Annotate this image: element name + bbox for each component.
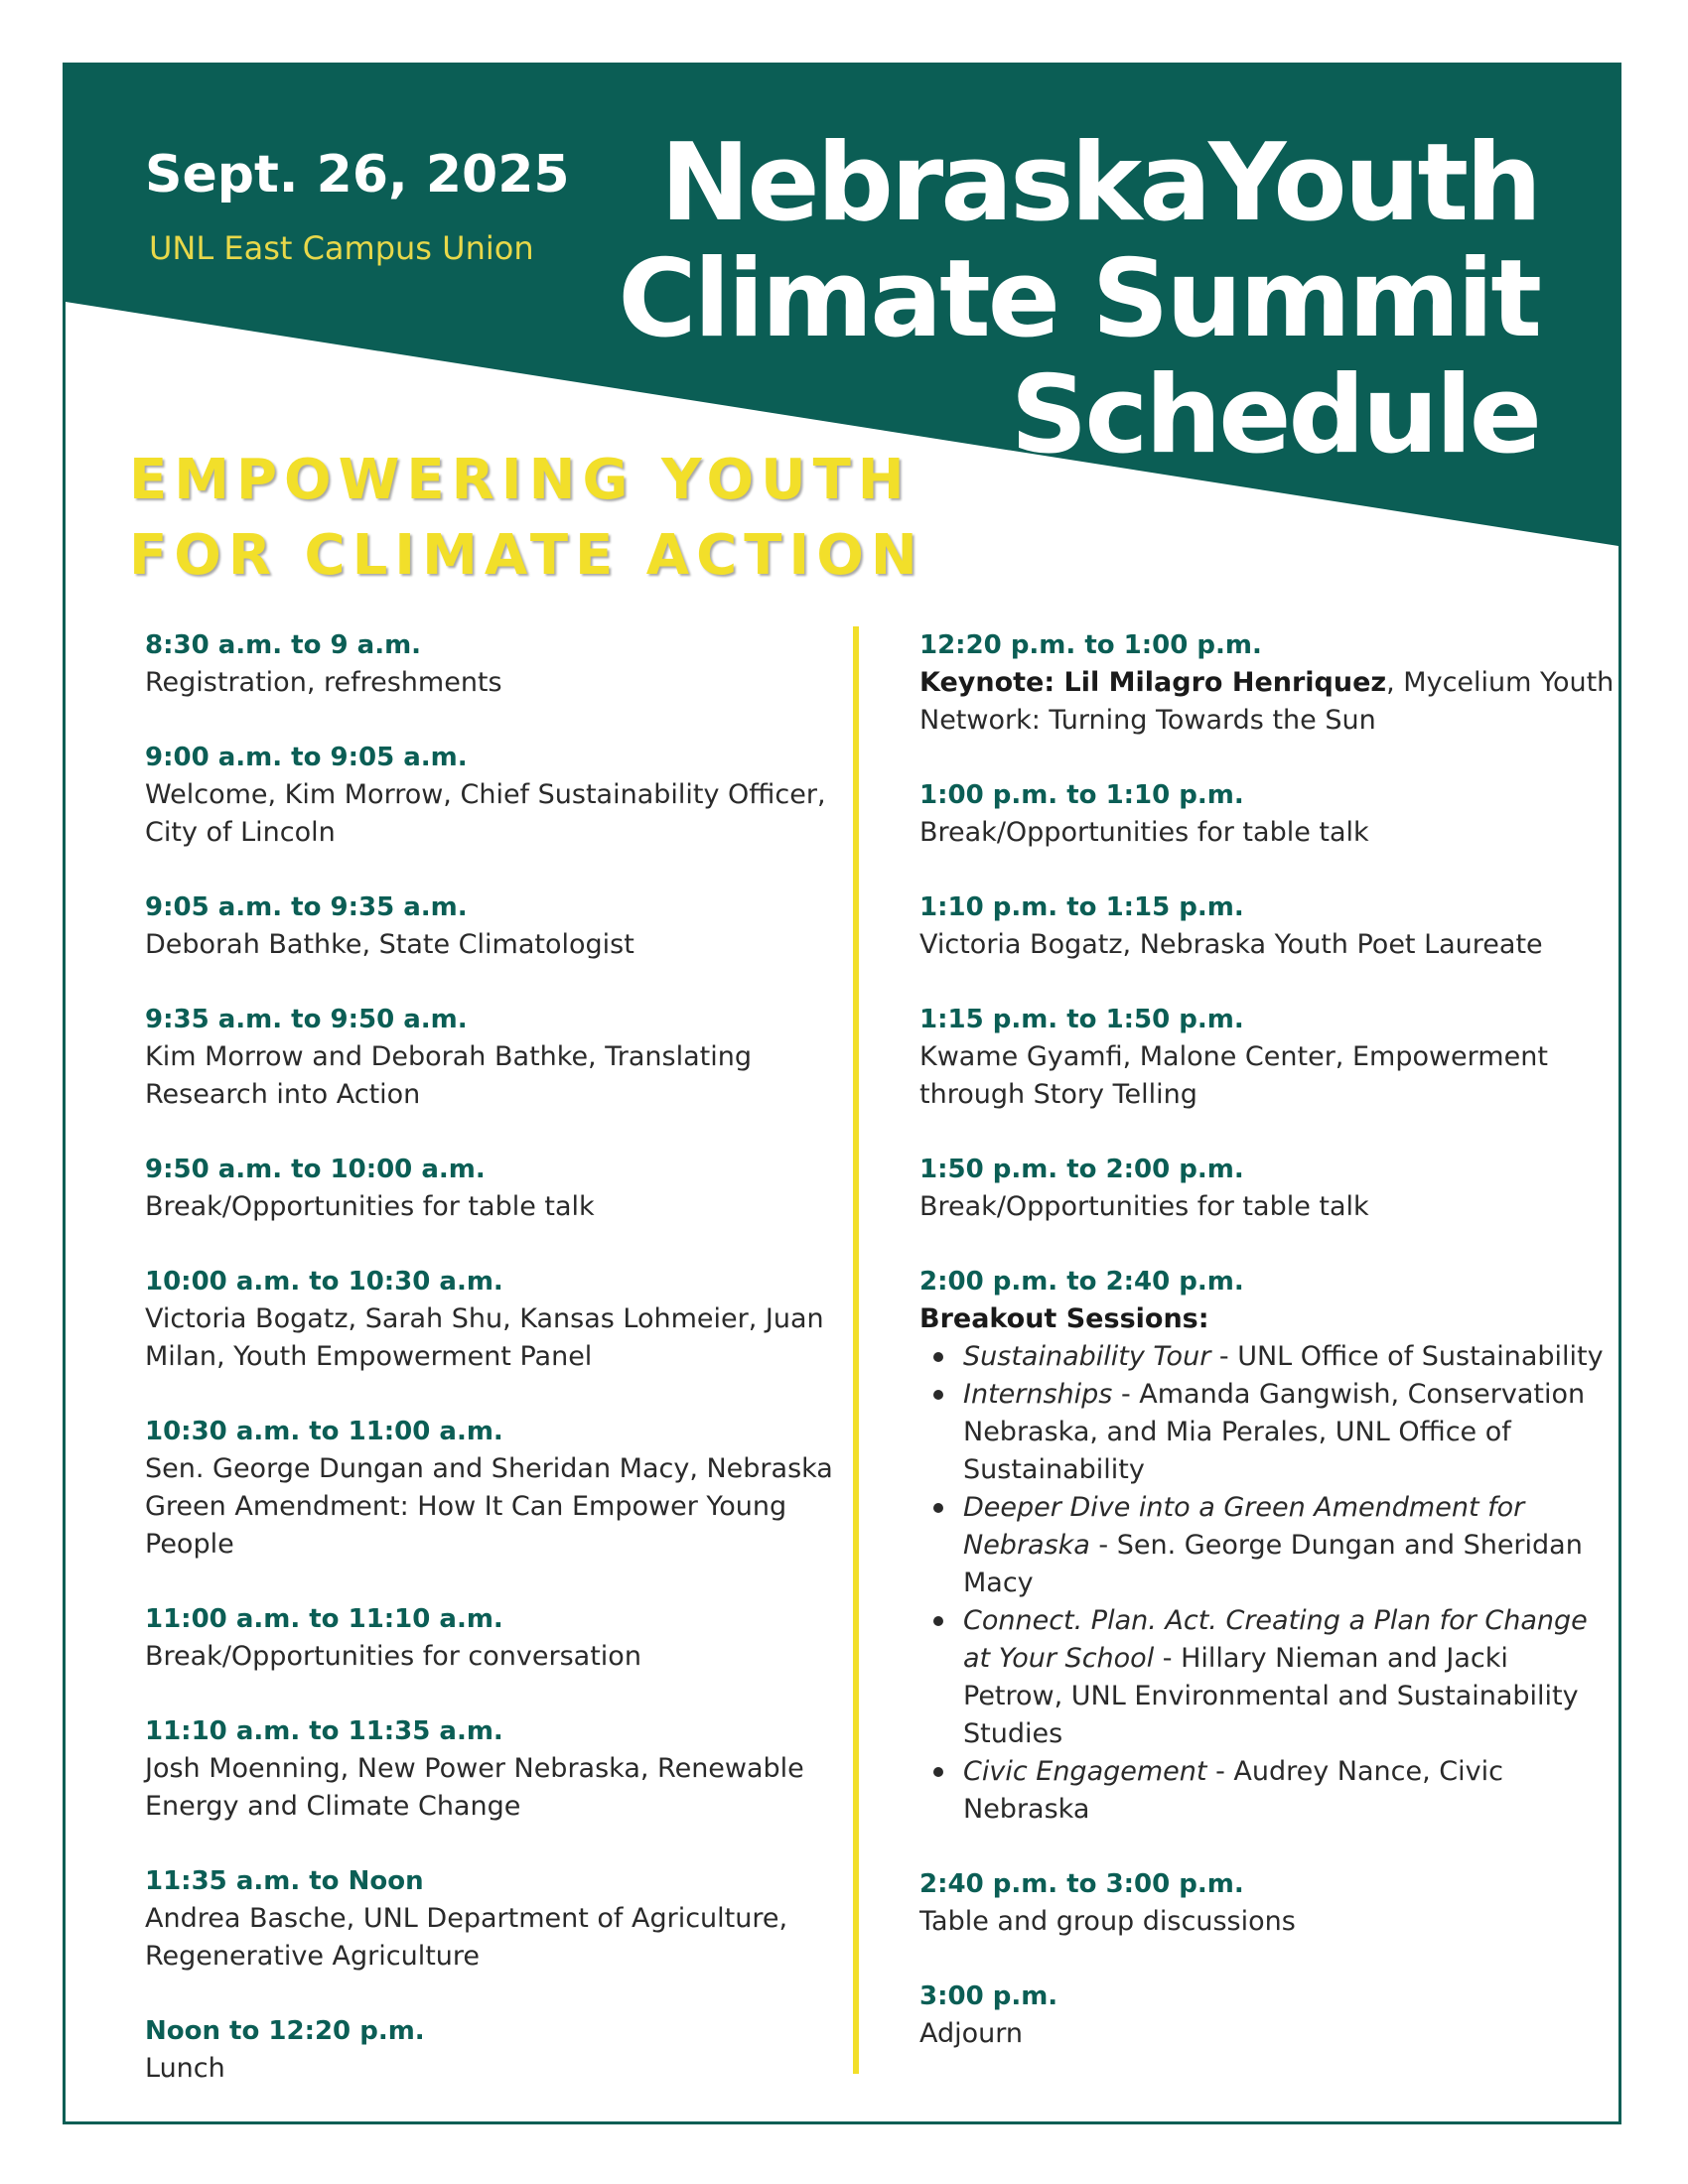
schedule-left-column xyxy=(145,626,840,2124)
schedule-item xyxy=(919,776,1615,852)
schedule-items-closing xyxy=(919,1865,1615,2053)
schedule-item xyxy=(145,888,840,964)
session-title: Civic Engagement xyxy=(963,1756,1207,1787)
schedule-description: Registration, refreshments xyxy=(145,667,502,698)
breakout-session xyxy=(963,1602,1615,1753)
breakout-session xyxy=(963,1489,1615,1602)
schedule-item xyxy=(145,1712,840,1826)
page-title xyxy=(618,121,1539,478)
schedule-time: 11:00 a.m. to 11:10 a.m. xyxy=(145,1604,503,1634)
breakout-session xyxy=(963,1338,1615,1376)
title-line: NebraskaYouth xyxy=(660,121,1539,245)
schedule-description xyxy=(919,664,1615,740)
schedule-time: 12:20 p.m. to 1:00 p.m. xyxy=(919,630,1262,660)
bullet-icon xyxy=(933,1390,943,1400)
schedule-right-column xyxy=(919,626,1615,2090)
schedule-item xyxy=(145,1600,840,1676)
session-title: Connect. Plan. Act. Creating a Plan for Change at Your School xyxy=(963,1605,1588,1674)
breakout-session-list xyxy=(919,1338,1615,1829)
schedule-time: 2:40 p.m. to 3:00 p.m. xyxy=(919,1869,1244,1899)
schedule-description: Kwame Gyamfi, Malone Center, Empowerment through Story Telling xyxy=(919,1041,1548,1110)
session-title: Internships xyxy=(963,1379,1113,1410)
schedule-items-afternoon xyxy=(919,776,1615,1226)
breakout-session xyxy=(963,1753,1615,1829)
schedule-time: 11:35 a.m. to Noon xyxy=(145,1866,424,1896)
page-frame xyxy=(63,63,1621,2124)
session-details: - UNL Office of Sustainability xyxy=(1210,1341,1604,1372)
tagline-line: EMPOWERING YOUTH xyxy=(129,448,912,512)
column-divider xyxy=(853,626,859,2074)
schedule-item xyxy=(145,1001,840,1114)
schedule-description: Josh Moenning, New Power Nebraska, Renewable Energy and Climate Change xyxy=(145,1753,804,1822)
schedule-item xyxy=(919,1865,1615,1941)
breakout-session xyxy=(963,1376,1615,1489)
schedule-description: Deborah Bathke, State Climatologist xyxy=(145,929,634,960)
schedule-item xyxy=(145,739,840,852)
tagline xyxy=(129,443,924,594)
schedule-description: Victoria Bogatz, Nebraska Youth Poet Laureate xyxy=(919,929,1543,960)
schedule-time: 3:00 p.m. xyxy=(919,1981,1058,2011)
schedule-time: 10:00 a.m. to 10:30 a.m. xyxy=(145,1267,503,1297)
schedule-item xyxy=(919,1001,1615,1114)
event-date: Sept. 26, 2025 xyxy=(145,145,570,205)
schedule-description: Lunch xyxy=(145,2053,225,2084)
schedule-description: Kim Morrow and Deborah Bathke, Translating Research into Action xyxy=(145,1041,752,1110)
schedule-item xyxy=(919,888,1615,964)
schedule-time: 9:05 a.m. to 9:35 a.m. xyxy=(145,892,468,922)
schedule-item xyxy=(145,626,840,702)
breakout-heading: Breakout Sessions: xyxy=(919,1303,1209,1334)
session-title: Sustainability Tour xyxy=(963,1341,1211,1372)
schedule-time: 8:30 a.m. to 9 a.m. xyxy=(145,630,422,660)
schedule-description: Welcome, Kim Morrow, Chief Sustainability Officer, City of Lincoln xyxy=(145,779,826,848)
schedule-time: 9:00 a.m. to 9:05 a.m. xyxy=(145,743,468,772)
bullet-icon xyxy=(933,1352,943,1362)
schedule-time: 1:00 p.m. to 1:10 p.m. xyxy=(919,780,1244,810)
schedule-item-keynote xyxy=(919,626,1615,740)
schedule-description: Sen. George Dungan and Sheridan Macy, Nebraska Green Amendment: How It Can Empower Young People xyxy=(145,1453,833,1560)
schedule-item xyxy=(145,2012,840,2088)
session-details: - Amanda Gangwish, Conservation Nebraska, and Mia Perales, UNL Office of Sustainability xyxy=(963,1379,1586,1485)
event-venue: UNL East Campus Union xyxy=(149,229,534,267)
schedule-time: 11:10 a.m. to 11:35 a.m. xyxy=(145,1716,503,1746)
schedule-description: Andrea Basche, UNL Department of Agriculture, Regenerative Agriculture xyxy=(145,1903,788,1972)
schedule-item xyxy=(145,1862,840,1976)
schedule-time: Noon to 12:20 p.m. xyxy=(145,2016,425,2046)
title-line: Schedule xyxy=(1010,353,1539,478)
schedule-item-breakout xyxy=(919,1263,1615,1829)
bullet-icon xyxy=(933,1503,943,1513)
schedule-time: 9:35 a.m. to 9:50 a.m. xyxy=(145,1005,468,1034)
schedule-description: Victoria Bogatz, Sarah Shu, Kansas Lohmeier, Juan Milan, Youth Empowerment Panel xyxy=(145,1303,824,1372)
session-details: - Audrey Nance, Civic Nebraska xyxy=(963,1756,1503,1825)
keynote-speaker: Keynote: Lil Milagro Henriquez xyxy=(919,667,1387,698)
session-details: - Sen. George Dungan and Sheridan Macy xyxy=(963,1530,1583,1598)
schedule-description: Adjourn xyxy=(919,2018,1024,2049)
schedule-description: Break/Opportunities for table talk xyxy=(919,1191,1369,1222)
schedule-time: 10:30 a.m. to 11:00 a.m. xyxy=(145,1417,503,1446)
keynote-details: , Mycelium Youth Network: Turning Towards the Sun xyxy=(919,667,1615,736)
schedule-description: Break/Opportunities for conversation xyxy=(145,1641,641,1672)
schedule-item xyxy=(919,1978,1615,2053)
title-line: Climate Summit xyxy=(618,237,1539,361)
schedule-item xyxy=(145,1151,840,1226)
bullet-icon xyxy=(933,1616,943,1626)
schedule-time: 1:50 p.m. to 2:00 p.m. xyxy=(919,1155,1244,1184)
bullet-icon xyxy=(933,1767,943,1777)
schedule-item xyxy=(919,1151,1615,1226)
schedule-description: Break/Opportunities for table talk xyxy=(145,1191,595,1222)
schedule-time: 1:10 p.m. to 1:15 p.m. xyxy=(919,892,1244,922)
schedule-item xyxy=(145,1263,840,1376)
schedule-description: Table and group discussions xyxy=(919,1906,1296,1937)
schedule-item xyxy=(145,1413,840,1564)
tagline-line: FOR CLIMATE ACTION xyxy=(129,523,924,588)
schedule-time: 1:15 p.m. to 1:50 p.m. xyxy=(919,1005,1244,1034)
schedule-time: 9:50 a.m. to 10:00 a.m. xyxy=(145,1155,486,1184)
schedule-description: Break/Opportunities for table talk xyxy=(919,817,1369,848)
schedule-time: 2:00 p.m. to 2:40 p.m. xyxy=(919,1267,1244,1297)
session-details: - Hillary Nieman and Jacki Petrow, UNL Environmental and Sustainability Studies xyxy=(963,1643,1579,1749)
session-title: Deeper Dive into a Green Amendment for Nebraska xyxy=(963,1492,1525,1561)
